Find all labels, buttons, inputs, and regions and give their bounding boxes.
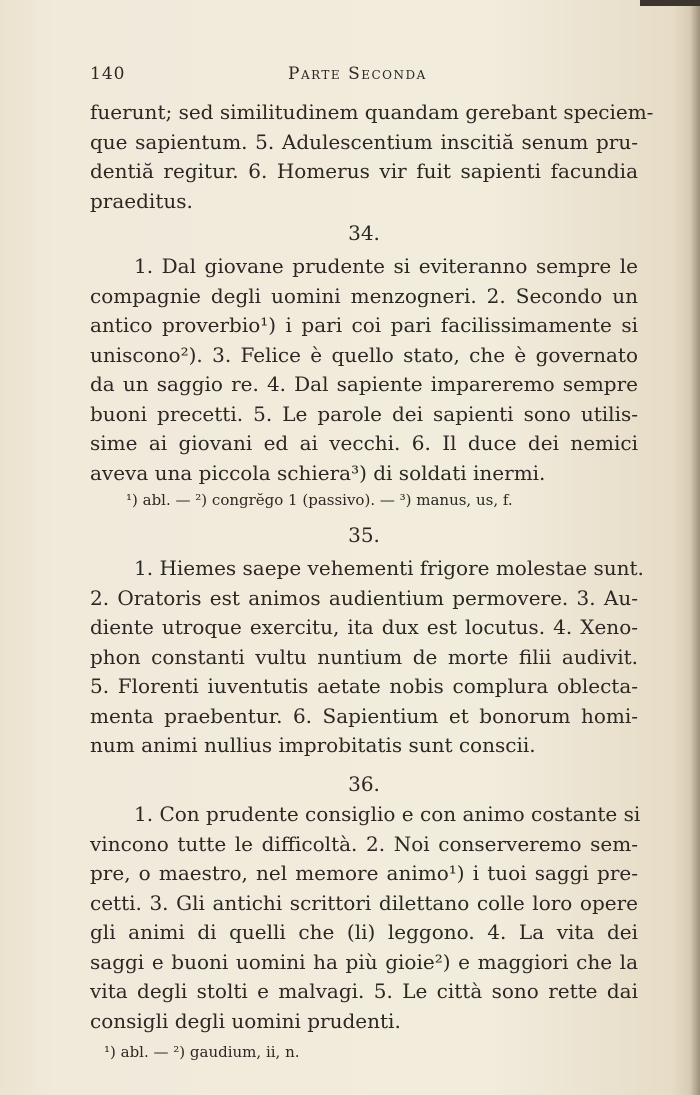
text-line: diente utroque exercitu, ita dux est locutus. 4. Xeno- — [90, 615, 638, 639]
text-line: saggi e buoni uomini ha più gioie²) e maggiori che la — [90, 949, 638, 974]
text-line: sime ai giovani ed ai vecchi. 6. Il duce dei nemici — [90, 431, 638, 455]
text-line: consigli degli uomini prudenti. — [90, 1008, 401, 1033]
text-line: 1. Dal giovane prudente si eviteranno sempre le — [134, 254, 638, 278]
text-line: compagnie degli uomini menzogneri. 2. Secondo un — [90, 283, 638, 308]
section-34-paragraph — [90, 252, 638, 488]
running-head: Parte Seconda — [288, 64, 427, 84]
text-line: gli animi di quelli che (li) leggono. 4. La vita dei — [90, 920, 638, 944]
section-number-35: 35. — [348, 523, 380, 547]
section-36-paragraph — [90, 800, 641, 1036]
section-35-paragraph — [90, 554, 644, 761]
text-line: antico proverbio¹) i pari coi pari facilissimamente si — [90, 313, 638, 337]
text-line: 5. Florenti iuventutis aetate nobis complura oblecta- — [90, 674, 638, 698]
text-line: 1. Hiemes saepe vehementi frigore molestae sunt. — [134, 556, 644, 580]
text-line: cetti. 3. Gli antichi scrittori dilettano colle loro opere — [90, 890, 638, 915]
page-header — [90, 64, 638, 90]
text-line: vita degli stolti e malvagi. 5. Le città sono rette dai — [90, 979, 638, 1003]
text-line: 2. Oratoris est animos audientium permovere. 3. Au- — [90, 585, 638, 610]
text-line: phon constanti vultu nuntium de morte filii audivit. — [90, 644, 638, 669]
footnote-36: ¹) abl. — ²) gaudium, ii, n. — [104, 1043, 300, 1061]
text-line: que sapientum. 5. Adulescentium inscitiă senum pru- — [90, 129, 638, 154]
text-line: dentiă regitur. 6. Homerus vir fuit sapienti facundia — [90, 159, 638, 183]
section-number-36: 36. — [348, 772, 380, 796]
page-gutter-shadow — [690, 0, 700, 1095]
text-line: pre, o maestro, nel memore animo¹) i tuoi saggi pre- — [90, 861, 638, 885]
text-line: 1. Con prudente consiglio e con animo costante si — [134, 802, 641, 826]
text-line: aveva una piccola schiera³) di soldati inermi. — [90, 460, 546, 485]
footnote-34: ¹) abl. — ²) congrĕgo 1 (passivo). — ³) manus, us, f. — [126, 491, 513, 509]
text-line: vincono tutte le difficoltà. 2. Noi conserveremo sem- — [90, 831, 638, 856]
text-line: menta praebentur. 6. Sapientium et bonorum homi- — [90, 703, 638, 728]
text-line: uniscono²). 3. Felice è quello stato, che è governato — [90, 342, 638, 367]
text-line: fuerunt; sed similitudinem quandam gerebant speciem- — [90, 100, 654, 124]
text-line: praeditus. — [90, 188, 193, 213]
text-line: buoni precetti. 5. Le parole dei sapienti sono utilis- — [90, 401, 638, 426]
page-number: 140 — [90, 64, 126, 84]
section-number-34: 34. — [348, 221, 380, 245]
intro-paragraph — [90, 98, 654, 216]
text-line: da un saggio re. 4. Dal sapiente impareremo sempre — [90, 372, 638, 396]
text-line: num animi nullius improbitatis sunt conscii. — [90, 733, 536, 757]
